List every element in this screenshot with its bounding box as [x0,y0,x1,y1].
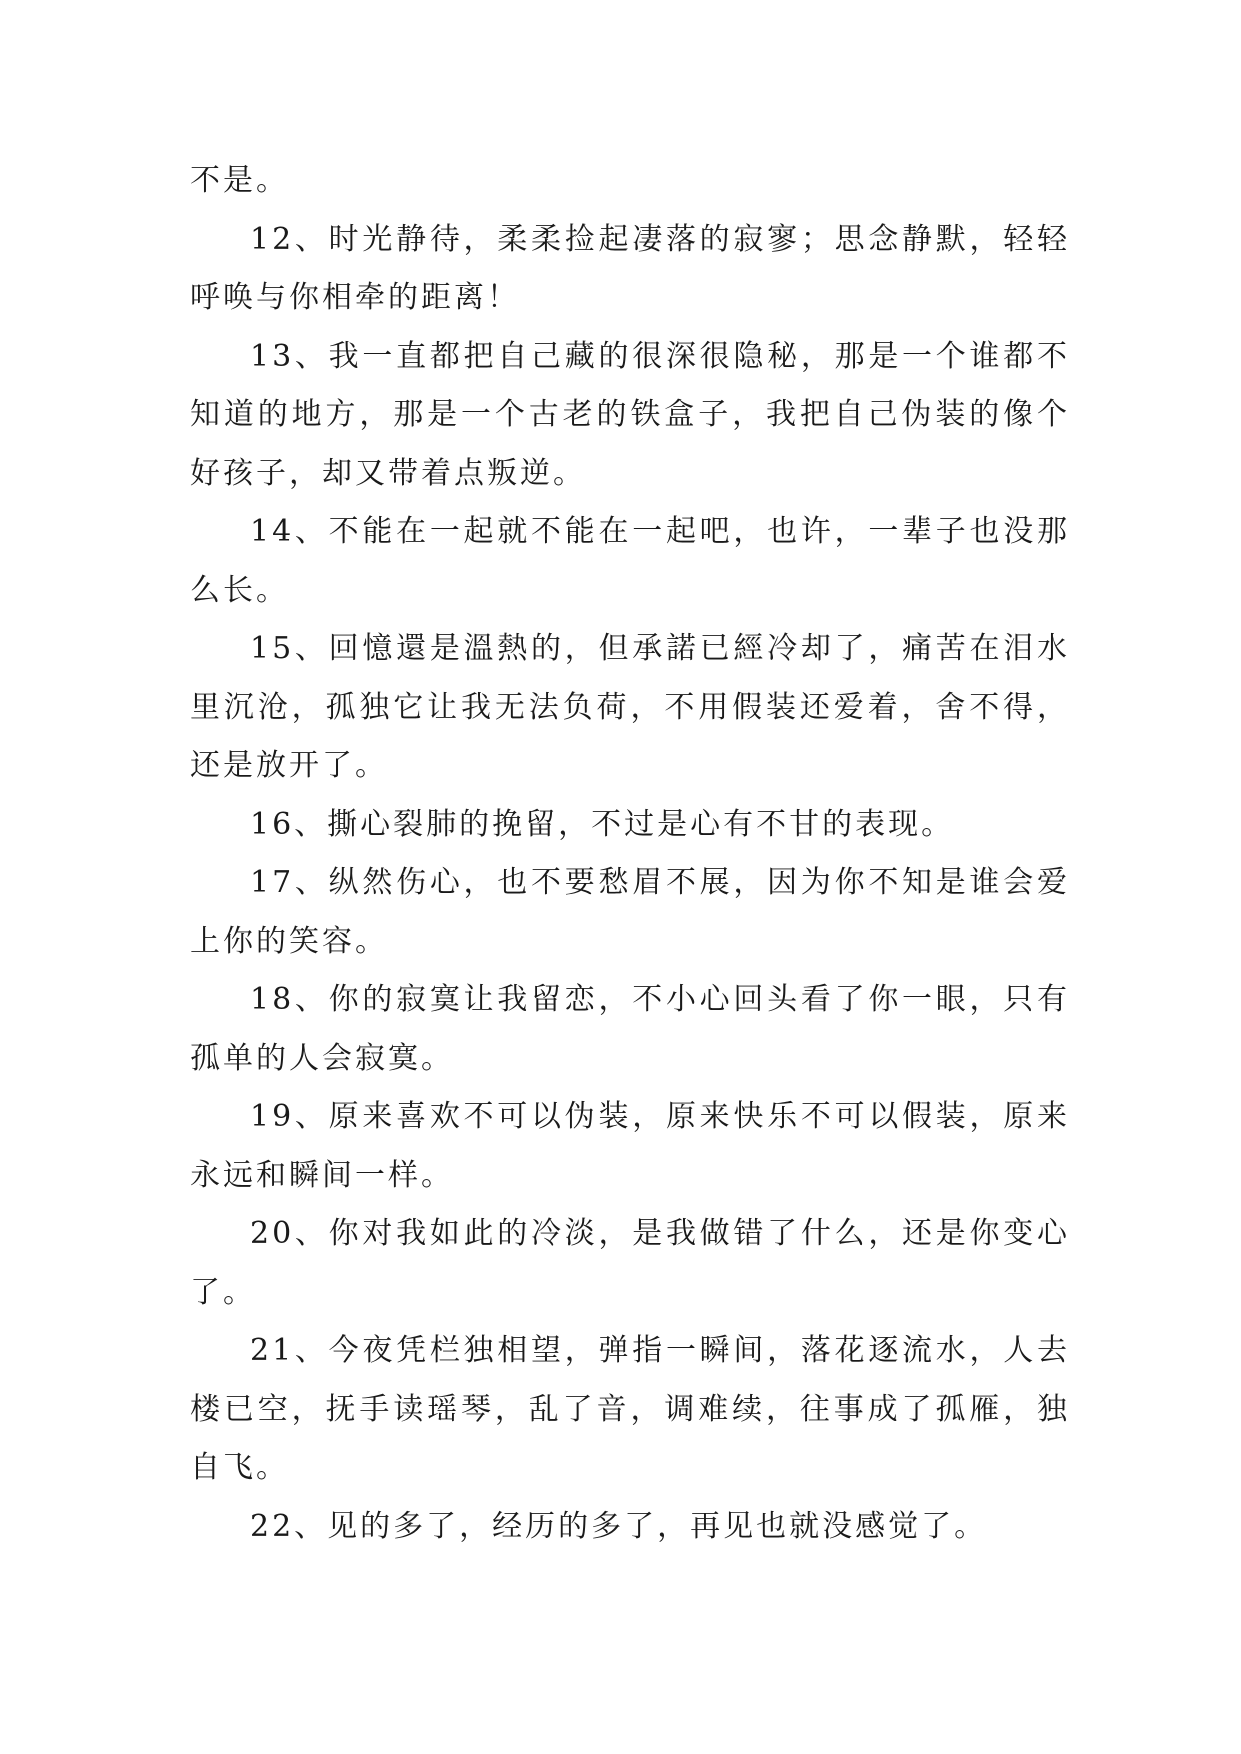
paragraph-20: 20、你对我如此的冷淡，是我做错了什么，还是你变心了。 [190,1216,1070,1310]
paragraph-21: 21、今夜凭栏独相望，弹指一瞬间，落花逐流水，人去楼已空，抚手读瑶琴，乱了音，调难续，往事成了孤雁，独自飞。 [190,1333,1070,1485]
paragraph-18: 18、你的寂寞让我留恋，不小心回头看了你一眼，只有孤单的人会寂寞。 [190,982,1070,1076]
paragraph-12: 12、时光静待，柔柔捡起凄落的寂寥；思念静默，轻轻呼唤与你相牵的距离！ [190,221,1070,315]
document-body [190,152,1070,1556]
paragraph-13: 13、我一直都把自己藏的很深很隐秘，那是一个谁都不知道的地方，那是一个古老的铁盒子，我把自己伪装的像个好孩子，却又带着点叛逆。 [190,338,1070,491]
paragraph-17: 17、纵然伤心，也不要愁眉不展，因为你不知是谁会爱上你的笑容。 [190,865,1070,959]
paragraph-16: 16、撕心裂肺的挽留，不过是心有不甘的表现。 [250,806,955,842]
paragraph-19: 19、原来喜欢不可以伪装，原来快乐不可以假装，原来永远和瞬间一样。 [190,1099,1070,1193]
paragraph-22: 22、见的多了，经历的多了，再见也就没感觉了。 [250,1508,988,1544]
paragraph-continuation: 不是。 [190,163,289,198]
paragraph-15: 15、回憶還是溫熱的，但承諾已經冷却了，痛苦在泪水里沉沧，孤独它让我无法负荷，不用假装还爱着，舍不得，还是放开了。 [190,631,1070,783]
paragraph-14: 14、不能在一起就不能在一起吧，也许，一辈子也没那么长。 [190,514,1070,608]
